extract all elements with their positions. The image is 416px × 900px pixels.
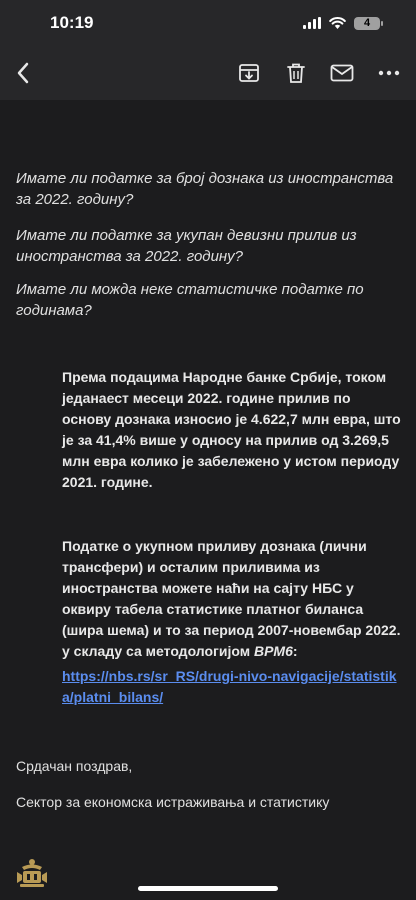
signal-icon (303, 17, 321, 29)
mark-unread-button[interactable] (327, 58, 357, 88)
archive-button[interactable] (234, 58, 264, 88)
methodology-name: BPM6 (253, 643, 293, 659)
greeting: Срдачан поздрав, (16, 758, 133, 774)
reply-paragraph-1: Према подацима Народне банке Србије, током једанаест месеци 2022. године прилив по основу дознака износио је 4.622,7 млн евра, што је за 41,4% више у односу на прилив од 3.269,5 млн евра колико је забележено у истом периоду 2021. године. (62, 369, 401, 490)
battery-icon: 4 (354, 17, 380, 30)
archive-icon (238, 62, 260, 84)
status-icons (303, 17, 380, 30)
reply-paragraph-2-text: Податке о укупном приливу дознака (лични трансфери) и осталим приливима из иностранства можете наћи на сајту НБС у оквиру табела статистике платног биланса (шира шема) и то за период 2007-новембар 2022. у складу са методологијом (62, 538, 401, 659)
toolbar-actions (0, 58, 416, 88)
wifi-icon (329, 17, 346, 29)
question-2: Имате ли податке за укупан девизни прилив из иностранства за 2022. годину? (16, 227, 357, 265)
trash-icon (286, 62, 306, 84)
back-button[interactable] (8, 58, 38, 88)
status-bar (0, 0, 416, 46)
status-time: 10:19 (50, 13, 94, 32)
question-3: Имате ли можда неке статистичке податке по годинама? (16, 281, 364, 319)
signature: Сектор за економска истраживања и статистику (16, 794, 330, 810)
delete-button[interactable] (281, 58, 311, 88)
nbs-link[interactable]: https://nbs.rs/sr_RS/drugi-nivo-navigacije/statistika/platni_bilans/ (62, 668, 397, 705)
chevron-left-icon (16, 62, 30, 84)
home-indicator[interactable] (138, 886, 278, 891)
reply-paragraph-2-end: : (292, 643, 298, 659)
reply-paragraph-2 (62, 536, 402, 662)
more-icon (378, 70, 400, 76)
nbs-logo-icon (14, 858, 50, 890)
question-1: Имате ли податке за број дознака из иностранства за 2022. годину? (16, 170, 394, 208)
mail-icon (330, 64, 354, 82)
more-button[interactable] (374, 58, 404, 88)
